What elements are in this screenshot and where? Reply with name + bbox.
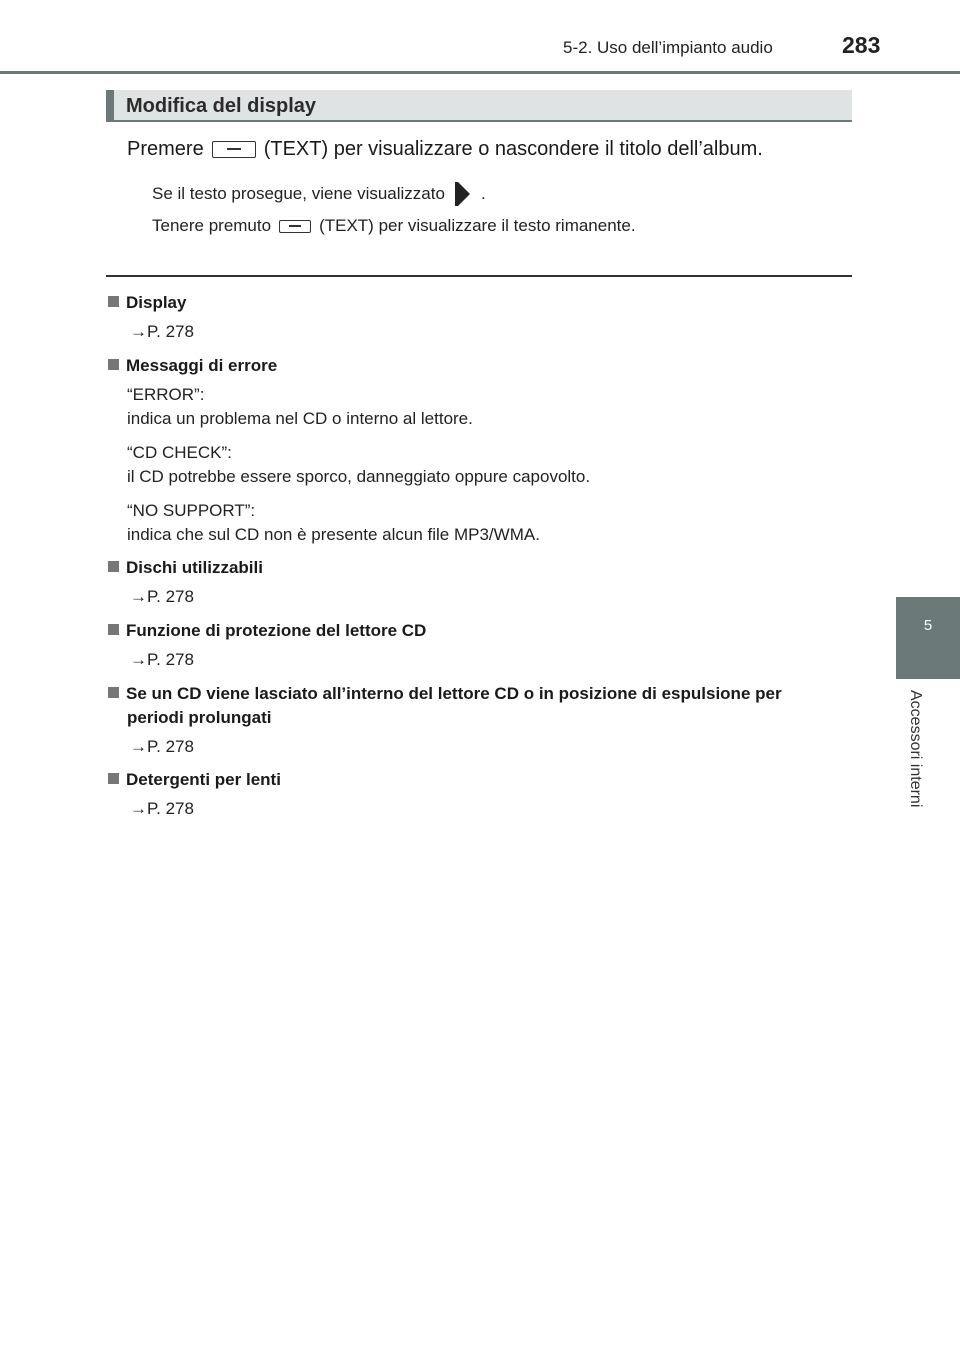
note-continue: [152, 181, 486, 207]
square-bullet-icon: [108, 773, 119, 784]
note-hold: [152, 216, 636, 236]
item-heading-text: Detergenti per lenti: [126, 770, 281, 789]
error-code: “ERROR”:: [127, 385, 205, 404]
error-description: il CD potrebbe essere sporco, danneggiato oppure capovolto.: [127, 467, 591, 486]
continue-arrow-icon: [455, 181, 475, 207]
item-heading-display: [108, 293, 186, 313]
item-heading-text: Funzione di protezione del lettore CD: [126, 621, 427, 640]
chapter-label: Accessori interni: [907, 690, 924, 808]
instruction-post: (TEXT) per visualizzare o nascondere il titolo dell’album.: [263, 138, 763, 160]
chapter-tab: [896, 597, 960, 679]
square-bullet-icon: [108, 359, 119, 370]
page-reference: →P. 278: [130, 799, 194, 818]
error-code: “NO SUPPORT”:: [127, 501, 256, 520]
page-reference: →P. 278: [130, 650, 194, 669]
section-header: [106, 90, 852, 122]
item-heading-text: Se un CD viene lasciato all’interno del lettore CD o in posizione di espulsione per: [126, 684, 782, 703]
text-button-icon: [212, 141, 256, 158]
instruction-pre: Premere: [127, 138, 204, 160]
item-heading-errors: [108, 356, 277, 376]
square-bullet-icon: [108, 561, 119, 572]
note2-post: (TEXT) per visualizzare il testo rimanente.: [319, 216, 636, 235]
section-divider: [106, 275, 852, 277]
section-title: Modifica del display: [126, 95, 317, 117]
item-heading-discs: [108, 558, 263, 578]
page-number: 283: [842, 32, 881, 58]
square-bullet-icon: [108, 296, 119, 307]
text-button-icon: [279, 220, 311, 233]
error-description: indica un problema nel CD o interno al lettore.: [127, 409, 473, 428]
error-description: indica che sul CD non è presente alcun file MP3/WMA.: [127, 525, 540, 544]
header-rule: [0, 71, 960, 74]
page-reference: →P. 278: [130, 587, 194, 606]
note1-pre: Se il testo prosegue, viene visualizzato: [152, 184, 445, 203]
error-code: “CD CHECK”:: [127, 443, 232, 462]
square-bullet-icon: [108, 687, 119, 698]
item-heading-protection: [108, 621, 426, 641]
page-reference: →P. 278: [130, 322, 194, 341]
instruction-line: [127, 138, 763, 161]
header-section-title: 5-2. Uso dell’impianto audio: [563, 38, 773, 57]
item-heading-continuation: periodi prolungati: [127, 708, 272, 727]
note1-post: .: [480, 184, 486, 203]
item-heading-text: Dischi utilizzabili: [126, 558, 263, 577]
chapter-number: 5: [923, 617, 933, 634]
page-reference: →P. 278: [130, 737, 194, 756]
square-bullet-icon: [108, 624, 119, 635]
item-heading-text: Messaggi di errore: [126, 356, 278, 375]
item-heading-text: Display: [126, 293, 187, 312]
item-heading-cleaners: [108, 770, 281, 790]
item-heading-left-inside: [108, 684, 782, 704]
note2-pre: Tenere premuto: [152, 216, 272, 235]
